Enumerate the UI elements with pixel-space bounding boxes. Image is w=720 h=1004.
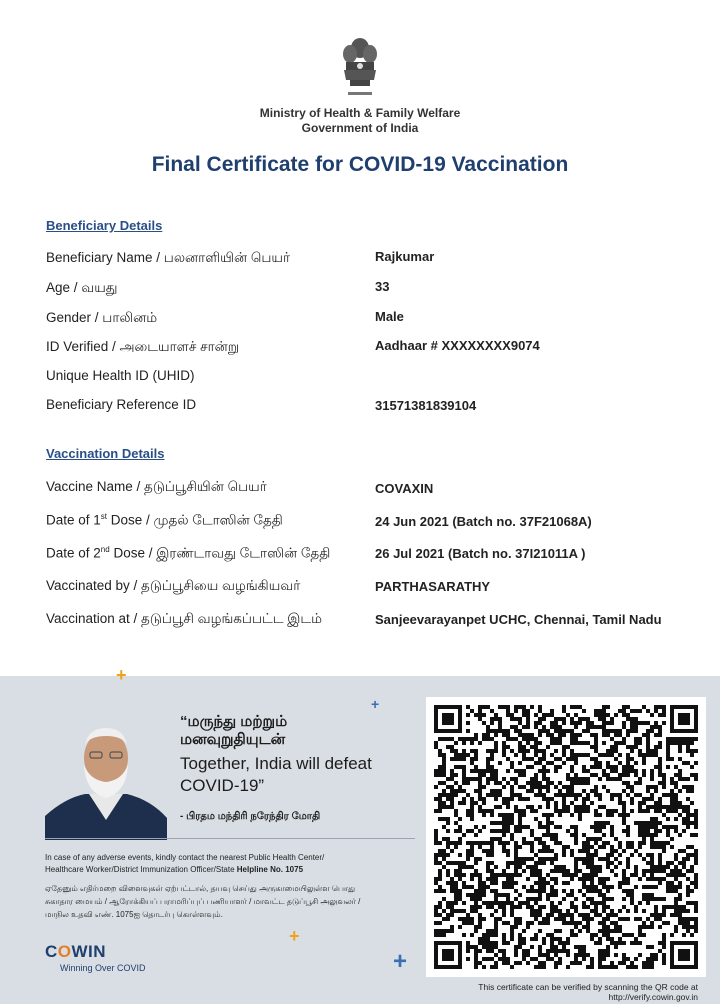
beneficiary-name-value: Rajkumar bbox=[375, 249, 435, 264]
vaccinated-by-value: PARTHASARATHY bbox=[375, 579, 491, 594]
dose2-date-label: Date of 2nd Dose / இரண்டாவது டோஸின் தேதி bbox=[46, 545, 331, 561]
vaccinated-at-label: Vaccination at / தடுப்பூசி வழங்கப்பட்ட இடம் bbox=[46, 611, 322, 626]
quote-english-line1: Together, India will defeat bbox=[180, 754, 372, 773]
vaccination-details-heading: Vaccination Details bbox=[46, 446, 165, 461]
dose1-date-value: 24 Jun 2021 (Batch no. 37F21068A) bbox=[375, 514, 592, 529]
national-emblem-icon bbox=[336, 34, 384, 100]
dose1-date-label: Date of 1st Dose / முதல் டோஸின் தேதி bbox=[46, 512, 283, 528]
dose2-date-value: 26 Jul 2021 (Batch no. 37I21011A ) bbox=[375, 546, 586, 561]
beneficiary-details-heading: Beneficiary Details bbox=[46, 218, 163, 233]
vaccinated-by-label: Vaccinated by / தடுப்பூசியை வழங்கியவர் bbox=[46, 578, 301, 593]
adverse-events-notice-ta-3: மாநில உதவி எண். 1075ஐ தொடர்பு கொள்ளவும். bbox=[45, 910, 223, 919]
cowin-logo: COWIN bbox=[45, 942, 107, 961]
quote-tamil-line2: மனவுறுதியுடன் bbox=[180, 731, 286, 748]
plus-blue-icon: + bbox=[393, 948, 408, 975]
verify-note: This certificate can be verified by scanning the QR code at bbox=[478, 982, 698, 992]
qr-code-icon bbox=[434, 705, 698, 969]
plus-orange-icon: + bbox=[116, 665, 127, 685]
qr-code-container bbox=[426, 697, 706, 977]
gender-value: Male bbox=[375, 309, 404, 324]
plus-orange-icon: + bbox=[289, 926, 300, 946]
certificate-title: Final Certificate for COVID-19 Vaccination bbox=[151, 153, 569, 176]
government-name: Government of India bbox=[301, 121, 419, 135]
ministry-name: Ministry of Health & Family Welfare bbox=[259, 106, 461, 120]
quote-signature: - பிரதம மந்திரி நரேந்திர மோதி bbox=[180, 811, 321, 822]
id-verified-label: ID Verified / அடையாளச் சான்று bbox=[46, 339, 239, 354]
gender-label: Gender / பாலினம் bbox=[46, 310, 158, 325]
reference-id-label: Beneficiary Reference ID bbox=[46, 397, 197, 412]
adverse-events-notice-ta-2: சுகாதார மையம் / ஆரோக்கியப் பராமரிப்புப் பணியாளர் / மாவட்ட தடுப்பூசி அலுவலர் / bbox=[45, 897, 361, 906]
adverse-events-notice-en-2: Healthcare Worker/District Immunization Officer/State Helpline No. 1075 bbox=[45, 865, 304, 874]
vaccine-name-label: Vaccine Name / தடுப்பூசியின் பெயர் bbox=[46, 479, 267, 494]
plus-blue-icon: + bbox=[371, 696, 380, 712]
id-verified-value: Aadhaar # XXXXXXXX9074 bbox=[375, 338, 540, 353]
quote-tamil-line1: “மருந்து மற்றும் bbox=[180, 713, 288, 730]
verify-url: http://verify.cowin.gov.in bbox=[608, 992, 698, 1002]
prime-minister-portrait-icon bbox=[45, 720, 167, 840]
cowin-tagline: Winning Over COVID bbox=[60, 963, 146, 973]
age-label: Age / வயது bbox=[46, 280, 118, 295]
adverse-events-notice-en-1: In case of any adverse events, kindly contact the nearest Public Health Center/ bbox=[45, 853, 325, 862]
reference-id-value: 31571381839104 bbox=[375, 398, 477, 413]
footer-divider bbox=[45, 838, 415, 839]
beneficiary-name-label: Beneficiary Name / பலனாளியின் பெயர் bbox=[46, 250, 290, 265]
uhid-label: Unique Health ID (UHID) bbox=[46, 368, 195, 383]
quote-english-line2: COVID-19” bbox=[180, 776, 265, 795]
age-value: 33 bbox=[375, 279, 390, 294]
vaccinated-at-value: Sanjeevarayanpet UCHC, Chennai, Tamil Nadu bbox=[375, 612, 662, 627]
vaccine-name-value: COVAXIN bbox=[375, 481, 434, 496]
helpline-number: Helpline No. 1075 bbox=[236, 865, 304, 874]
adverse-events-notice-ta-1: ஏதேனும் எதிர்மறை விளைவுகள் ஏற்பட்டால், தயவு செய்து அருகாமையிலுள்ள பொது bbox=[45, 884, 356, 893]
